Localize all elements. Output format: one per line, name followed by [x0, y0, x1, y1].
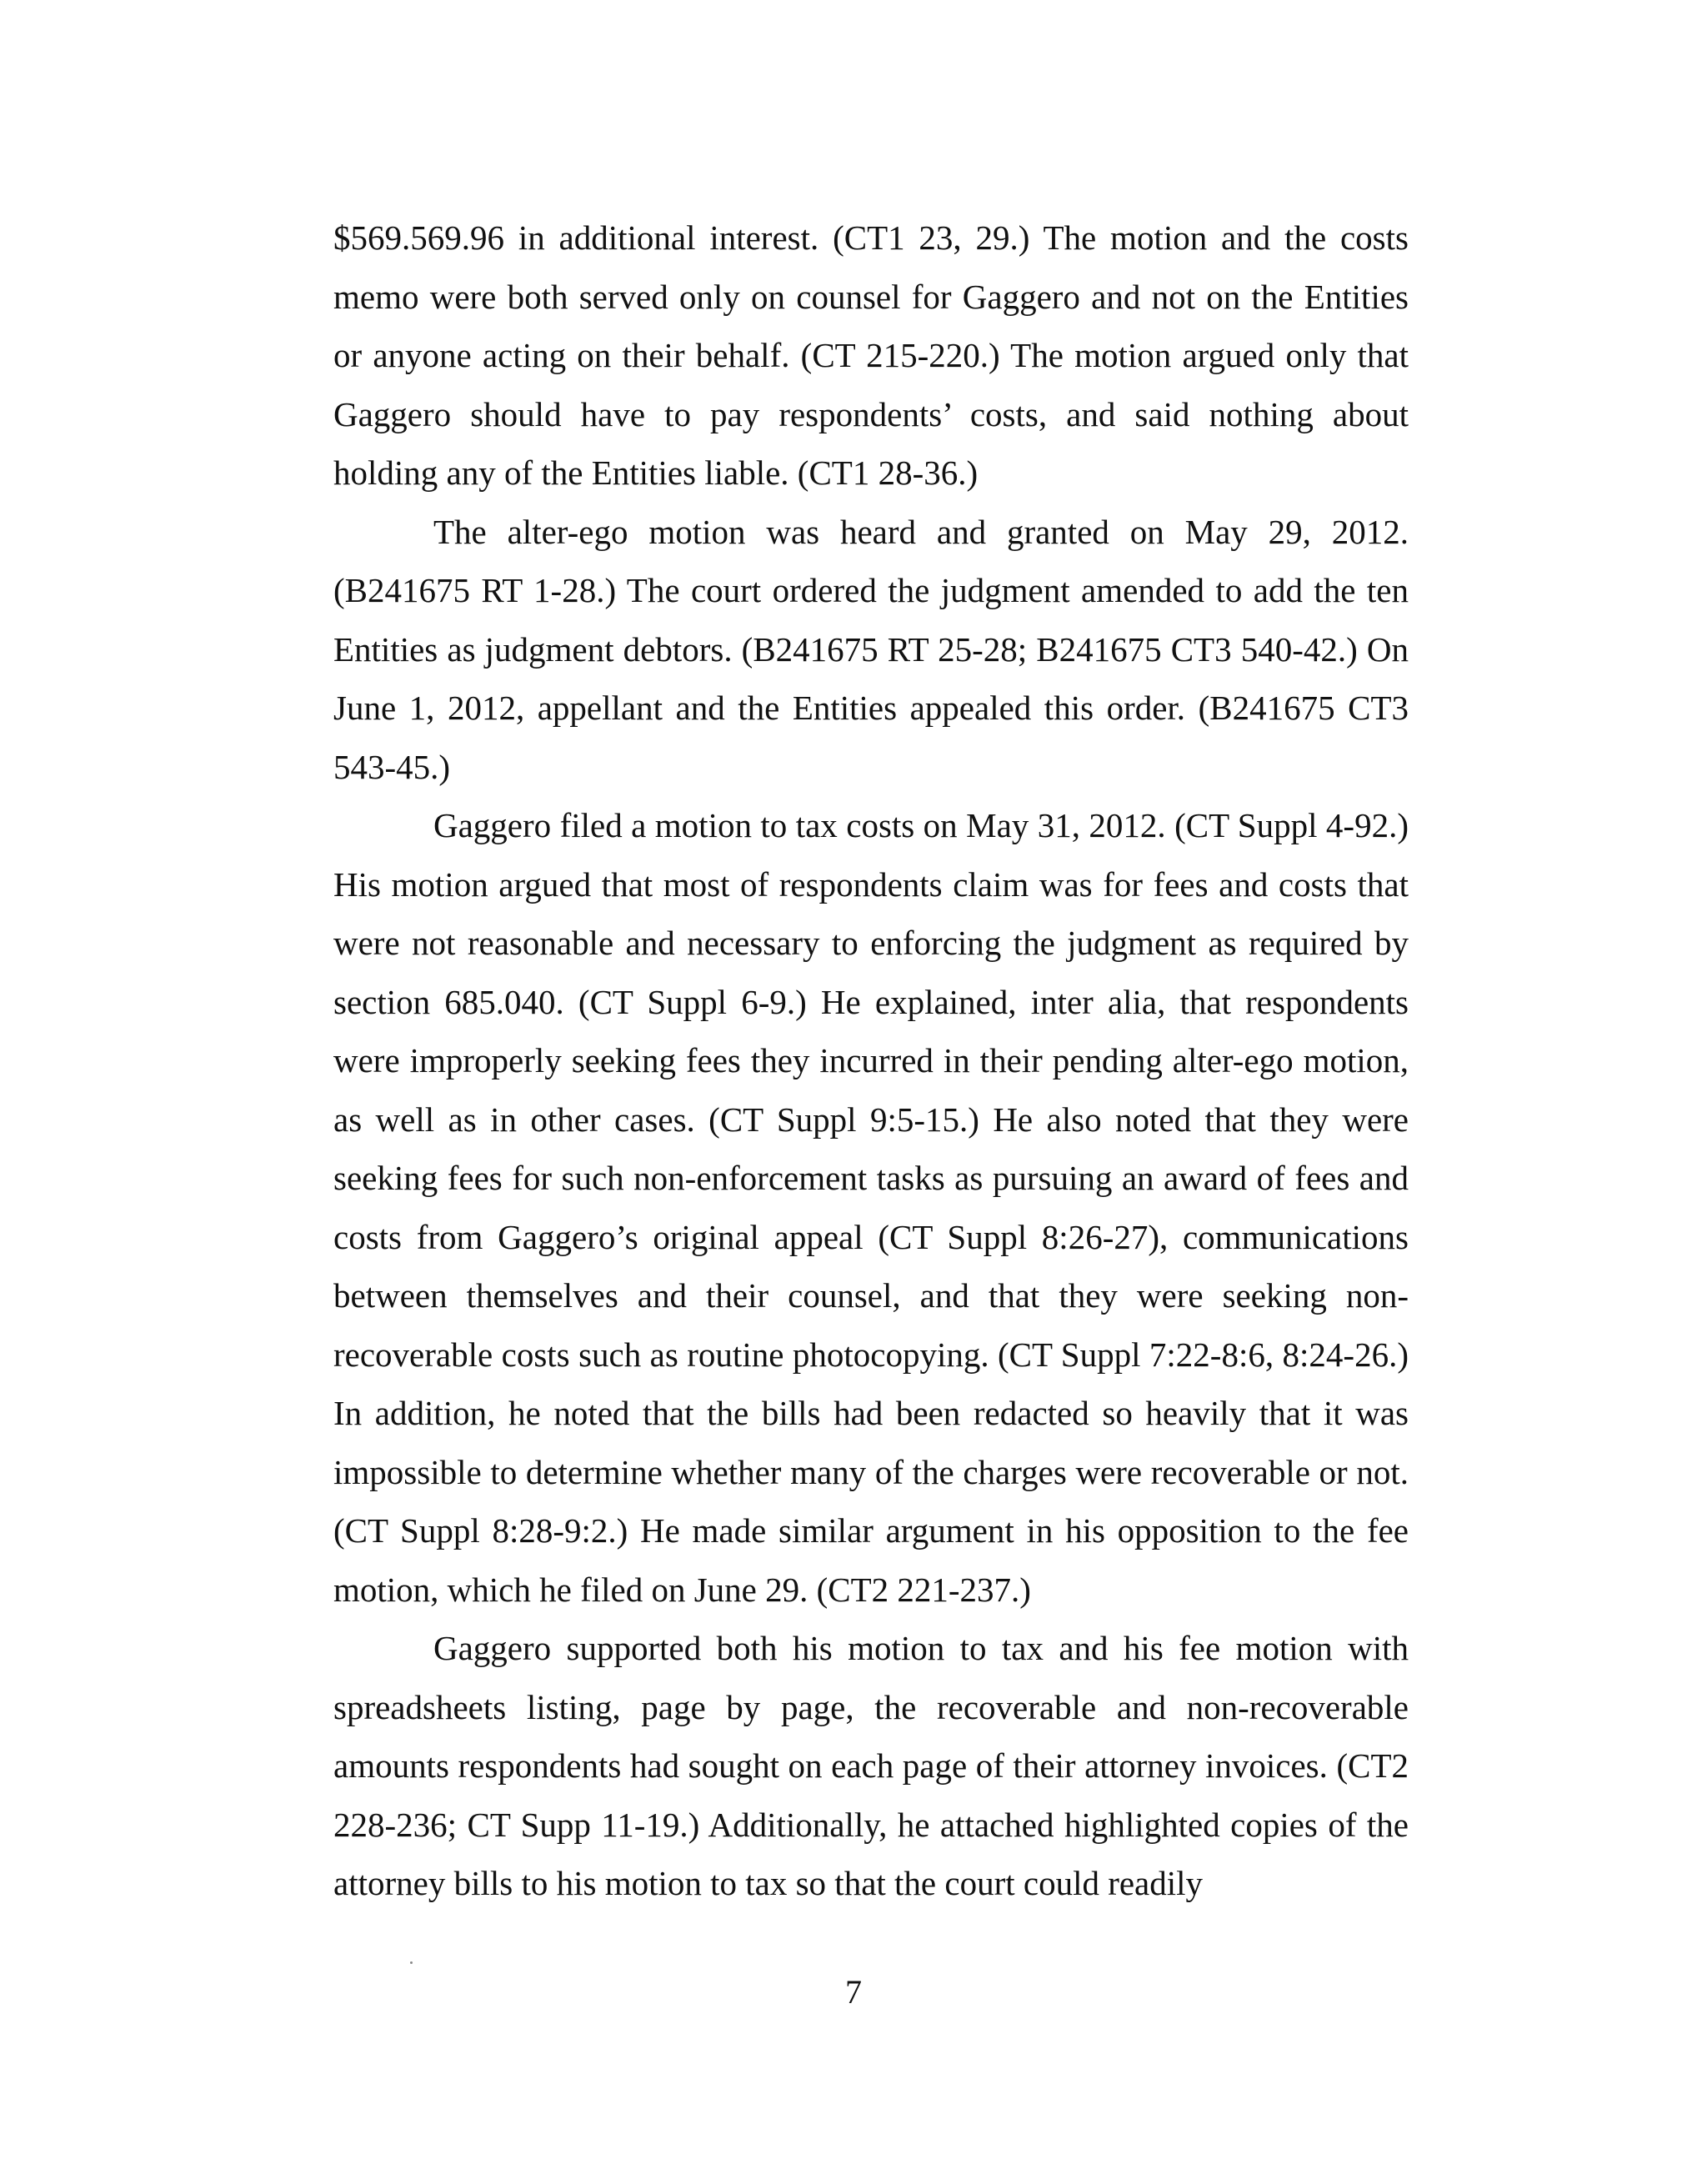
document-body: [333, 208, 1409, 1913]
paragraph-2: The alter-ego motion was heard and granted on May 29, 2012. (B241675 RT 1-28.) The court ordered the judgment amended to add the ten Entities as judgment debtors. (B241675 RT 25-28; B241675 CT3 540-42.) On June 1, 2012, appellant and the Entities appealed this order. (B241675 CT3 543-45.): [333, 512, 1409, 786]
scan-speck: [410, 1961, 413, 1964]
paragraph-1: $569.569.96 in additional interest. (CT1 23, 29.) The motion and the costs memo were both served only on counsel for Gaggero and not on the Entities or anyone acting on their behalf. (CT 215-220.) The motion argued only that Gaggero should have to pay respondents’ costs, and said nothing about holding any of the Entities liable. (CT1 28-36.): [333, 218, 1409, 492]
paragraph-4: Gaggero supported both his motion to tax and his fee motion with spreadsheets listing, page by page, the recoverable and non-recoverable amounts respondents had sought on each page of their attorney invoices. (CT2 228-236; CT Supp 11-19.) Additionally, he attached highlighted copies of the attorney bills to his motion to tax so that the court could readily: [333, 1629, 1409, 1902]
page-number: 7: [845, 1973, 862, 2011]
paragraph-3: Gaggero filed a motion to tax costs on May 31, 2012. (CT Suppl 4-92.) His motion argued that most of respondents claim was for fees and costs that were not reasonable and necessary to enforcing the judgment as required by section 685.040. (CT Suppl 6-9.) He explained, inter alia, that respondents were improperly seeking fees they incurred in their pending alter-ego motion, as well as in other cases. (CT Suppl 9:5-15.) He also noted that they were seeking fees for such non-enforcement tasks as pursuing an award of fees and costs from Gaggero’s original appeal (CT Suppl 8:26-27), communications between themselves and their counsel, and that they were seeking non-recoverable costs such as routine photocopying. (CT Suppl 7:22-8:6, 8:24-26.) In addition, he noted that the bills had been redacted so heavily that it was impossible to determine whether many of the charges were recoverable or not. (CT Suppl 8:28-9:2.) He made similar argument in his opposition to the fee motion, which he filed on June 29. (CT2 221-237.): [333, 806, 1409, 1609]
